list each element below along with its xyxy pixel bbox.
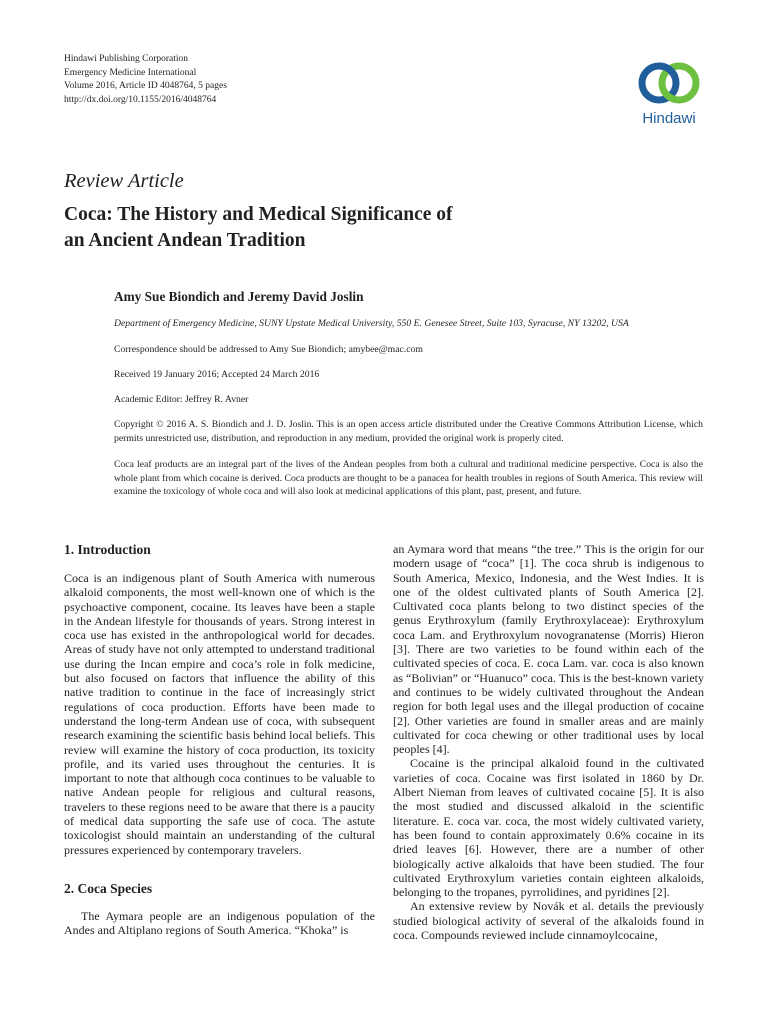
doi-link[interactable]: http://dx.doi.org/10.1155/2016/4048764 bbox=[64, 94, 217, 105]
body-paragraph-1: an Aymara word that means “the tree.” This is the origin for our modern usage of “coca” [1]. The coca shrub is indigenous to South America, Mexico, Indonesia, and the West Indies. It is one of the oldest cultivated plants of South America [2]. Cultivated coca plants belong to two distinct species of the genus Erythroxylum (family Erythroxylaceae): Erythroxylum coca Lam. and Erythroxylum novogranatense (Morris) Hieron [3]. There are two varieties to be found within each of the cultivated species of coca. E. coca Lam. var. coca is also known as “Bolivian” or “Huanuco” coca. This is the best-known variety and continues to be widely cultivated throughout the Andean region for both legal uses and the illegal production of cocaine [2]. Other varieties are found in smaller areas and are mainly cultivated for coca chewing or other traditional uses by local peoples [4]. bbox=[393, 542, 705, 757]
academic-editor: Academic Editor: Jeffrey R. Avner bbox=[114, 394, 249, 405]
correspondence: Correspondence should be addressed to Amy Sue Biondich; amybee@mac.com bbox=[114, 344, 423, 355]
journal-info bbox=[64, 53, 227, 107]
publisher-name: Hindawi Publishing Corporation bbox=[64, 54, 189, 64]
hindawi-logo-icon bbox=[631, 58, 707, 110]
body-paragraph-2: Cocaine is the principal alkaloid found in the cultivated varieties of coca. Cocaine was first isolated in 1860 by Dr. Albert Nieman from leaves of cultivated cocaine [5]. It is also the most studied and discussed alkaloid in the scientific literature. E. coca var. coca, the most widely cultivated variety, has been found to contain approximately 0.6% cocaine in its dried leaves [6]. However, there are a number of other biologically active alkaloids that have been studied. The four cultivated Erythroxylum varieties contain eighteen alkaloids, belonging to the tropanes, pyrrolidines, and pyridines [2]. bbox=[393, 756, 704, 900]
introduction-paragraph: Coca is an indigenous plant of South America with numerous alkaloid components, the most well-known one of which is the psychoactive component, cocaine. Its leaves have been a staple in the Andean lifestyle for thousands of years. Strong interest in coca use has existed in the anthropological world for decades. Areas of study have not only attempted to understand traditional use during the Incan empire and coca’s role in folk medicine, but also focused on factors that influence the ability of this native tradition to continue in the face of increasingly strict regulations of coca production. Efforts have been made to understand the long-term Andean use of coca, with subsequent research examining the scientific basis behind local beliefs. This review will examine the history of coca production, its toxicity profile, and its varied uses throughout the centuries. It is important to note that although coca continues to be valuable to native Andean people for religious and cultural reasons, travelers to these regions need to be aware that there is a paucity of medical data supporting the safe use of coca. The astute toxicologist should maintain an understanding of the cultural pressures experienced by contemporary travelers. bbox=[64, 571, 375, 857]
coca-species-paragraph: The Aymara people are an indigenous population of the Andes and Altiplano regions of South America. “Khoka” is bbox=[64, 908, 375, 938]
section-heading-introduction: 1. Introduction bbox=[64, 542, 151, 557]
copyright-notice: Copyright © 2016 A. S. Biondich and J. D. Joslin. This is an open access article distributed under the Creative Commons Attribution License, which permits unrestricted use, distribution, and reproduction in any medium, provided the original work is properly cited. bbox=[114, 419, 703, 444]
logo-text: Hindawi bbox=[642, 110, 696, 127]
received-accepted-dates: Received 19 January 2016; Accepted 24 March 2016 bbox=[114, 369, 320, 380]
journal-name: Emergency Medicine International bbox=[64, 67, 197, 78]
left-column bbox=[64, 540, 375, 938]
abstract: Coca leaf products are an integral part of the lives of the Andean peoples from both a cultural and traditional medicine perspective. Coca is also the whole plant from which cocaine is derived. Coca products are thought to be a panacea for health troubles in regions of South America. This review will examine the toxicology of whole coca and will also look at medicinal applications of this plant, past, present, and future. bbox=[114, 459, 703, 497]
section-heading-coca-species: 2. Coca Species bbox=[64, 880, 153, 896]
article-type: Review Article bbox=[64, 170, 184, 192]
body-paragraph-3: An extensive review by Novák et al. details the previously studied biological activity of several of the alkaloids found in coca. Compounds reviewed include cinnamoylcocaine, bbox=[393, 899, 704, 943]
affiliation: Department of Emergency Medicine, SUNY Upstate Medical University, 550 E. Genesee Street, Suite 103, Syracuse, NY 13202, USA bbox=[114, 318, 629, 329]
authors: Amy Sue Biondich and Jeremy David Joslin bbox=[114, 289, 364, 304]
hindawi-logo bbox=[631, 58, 707, 138]
title-line-1: Coca: The History and Medical Significance of bbox=[64, 204, 453, 225]
volume-info: Volume 2016, Article ID 4048764, 5 pages bbox=[64, 81, 227, 91]
article-title bbox=[64, 202, 704, 254]
right-column bbox=[393, 542, 704, 942]
title-line-2: an Ancient Andean Tradition bbox=[64, 230, 306, 251]
